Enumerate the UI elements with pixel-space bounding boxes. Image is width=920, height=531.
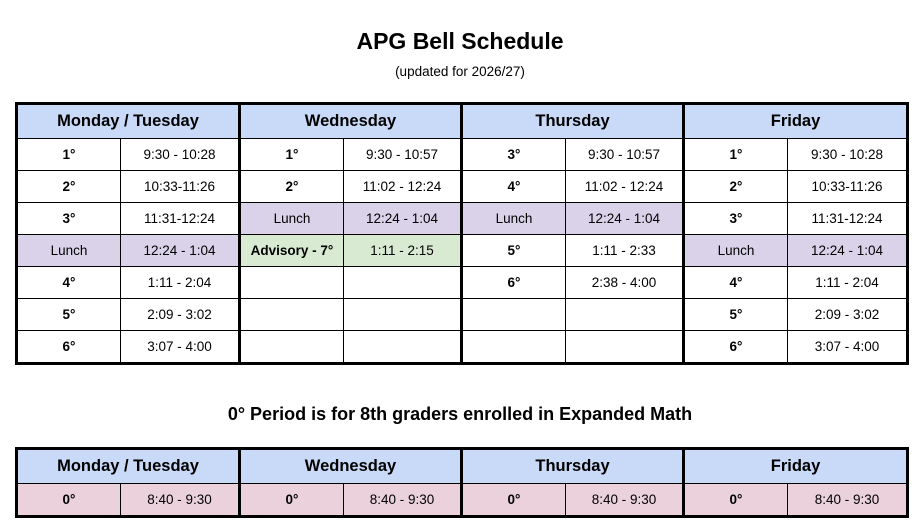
period-cell: 5° [462, 235, 566, 267]
zero-period-table [15, 447, 909, 518]
table-row [17, 203, 908, 235]
period-cell: Lunch [17, 235, 121, 267]
period-cell: 2° [684, 171, 788, 203]
period-cell: Lunch [684, 235, 788, 267]
time-cell: 8:40 - 9:30 [121, 484, 240, 517]
period-cell: 4° [684, 267, 788, 299]
period-cell [240, 331, 344, 364]
time-cell: 12:24 - 1:04 [121, 235, 240, 267]
time-cell: 10:33-11:26 [121, 171, 240, 203]
bell-schedule-table [15, 102, 909, 365]
period-cell: 1° [240, 139, 344, 171]
period-cell: 0° [240, 484, 344, 517]
table-row [17, 331, 908, 364]
time-cell: 9:30 - 10:28 [788, 139, 908, 171]
time-cell [344, 299, 462, 331]
header-row [17, 104, 908, 139]
time-cell: 8:40 - 9:30 [344, 484, 462, 517]
period-cell: Lunch [240, 203, 344, 235]
header-row [17, 449, 908, 484]
period-cell: Lunch [462, 203, 566, 235]
period-cell [462, 331, 566, 364]
day-header: Thursday [462, 104, 684, 139]
period-cell: 4° [462, 171, 566, 203]
time-cell: 8:40 - 9:30 [566, 484, 684, 517]
time-cell: 2:38 - 4:00 [566, 267, 684, 299]
time-cell: 9:30 - 10:57 [566, 139, 684, 171]
time-cell: 1:11 - 2:33 [566, 235, 684, 267]
time-cell: 3:07 - 4:00 [121, 331, 240, 364]
time-cell: 11:02 - 12:24 [566, 171, 684, 203]
day-header: Thursday [462, 449, 684, 484]
time-cell [566, 331, 684, 364]
day-header: Monday / Tuesday [17, 104, 240, 139]
period-cell [240, 267, 344, 299]
time-cell: 12:24 - 1:04 [788, 235, 908, 267]
day-header: Wednesday [240, 104, 462, 139]
period-cell: 6° [17, 331, 121, 364]
table-row [17, 235, 908, 267]
time-cell: 12:24 - 1:04 [344, 203, 462, 235]
period-cell: 4° [17, 267, 121, 299]
period-cell: 0° [462, 484, 566, 517]
time-cell [566, 299, 684, 331]
period-cell: 5° [684, 299, 788, 331]
period-cell: 1° [17, 139, 121, 171]
zero-period-note: 0° Period is for 8th graders enrolled in Expanded Math [227, 404, 693, 424]
table-row [17, 171, 908, 203]
period-cell: 1° [684, 139, 788, 171]
period-cell: 2° [240, 171, 344, 203]
day-header: Monday / Tuesday [17, 449, 240, 484]
time-cell: 2:09 - 3:02 [121, 299, 240, 331]
period-cell: 5° [17, 299, 121, 331]
period-cell: 3° [17, 203, 121, 235]
table-row [17, 299, 908, 331]
period-cell: 6° [462, 267, 566, 299]
page-title: APG Bell Schedule [356, 28, 564, 54]
time-cell [344, 331, 462, 364]
time-cell: 9:30 - 10:57 [344, 139, 462, 171]
period-cell: 0° [684, 484, 788, 517]
time-cell: 8:40 - 9:30 [788, 484, 908, 517]
day-header: Friday [684, 104, 908, 139]
table-row [17, 139, 908, 171]
day-header: Wednesday [240, 449, 462, 484]
table-row [17, 267, 908, 299]
time-cell: 11:02 - 12:24 [344, 171, 462, 203]
time-cell: 1:11 - 2:15 [344, 235, 462, 267]
time-cell: 2:09 - 3:02 [788, 299, 908, 331]
day-header: Friday [684, 449, 908, 484]
period-cell: 0° [17, 484, 121, 517]
period-cell: 3° [684, 203, 788, 235]
period-cell [462, 299, 566, 331]
page-subtitle: (updated for 2026/27) [395, 64, 525, 79]
time-cell: 1:11 - 2:04 [788, 267, 908, 299]
time-cell: 1:11 - 2:04 [121, 267, 240, 299]
time-cell: 3:07 - 4:00 [788, 331, 908, 364]
time-cell [344, 267, 462, 299]
period-cell [240, 299, 344, 331]
period-cell: 3° [462, 139, 566, 171]
period-cell: 6° [684, 331, 788, 364]
time-cell: 11:31-12:24 [121, 203, 240, 235]
time-cell: 9:30 - 10:28 [121, 139, 240, 171]
period-cell: 2° [17, 171, 121, 203]
table-row [17, 484, 908, 517]
time-cell: 12:24 - 1:04 [566, 203, 684, 235]
period-cell: Advisory - 7° [240, 235, 344, 267]
time-cell: 10:33-11:26 [788, 171, 908, 203]
time-cell: 11:31-12:24 [788, 203, 908, 235]
